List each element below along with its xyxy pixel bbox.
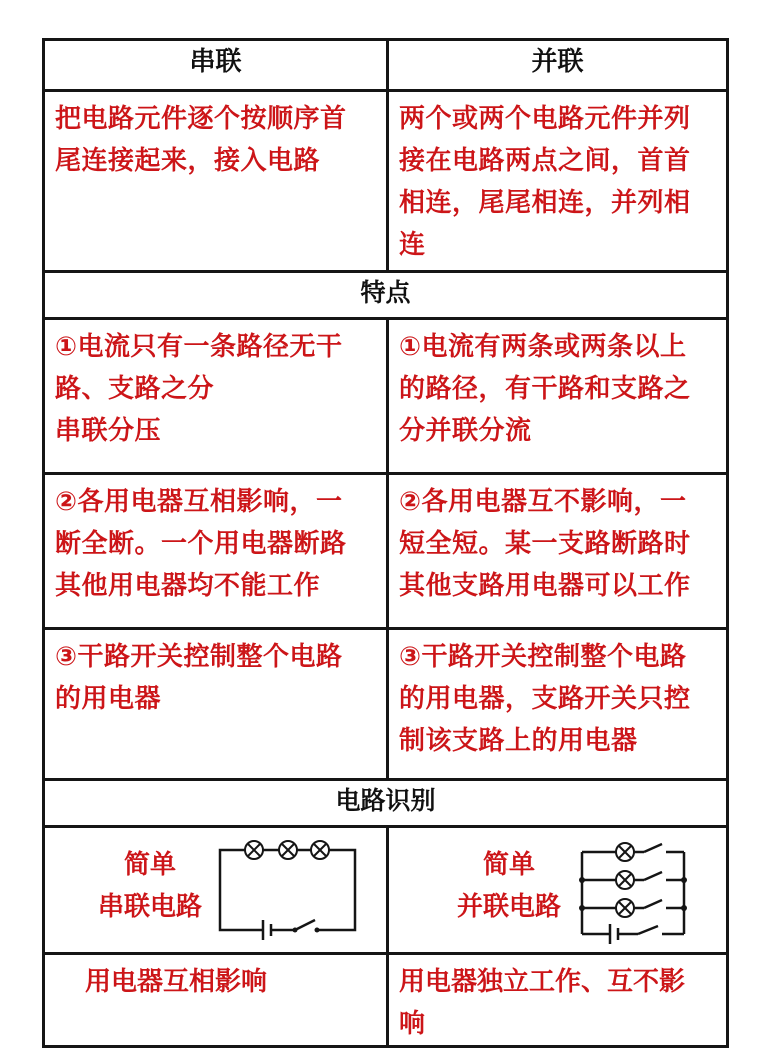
text-line: 的用电器，支路开关只控 (399, 684, 691, 714)
text-line: ②各用电器互不影响，一 (399, 487, 687, 517)
parallel-circuit-diagram (574, 832, 714, 948)
feature-3-series (45, 630, 386, 720)
feature-2-series-cell (44, 474, 388, 629)
feature-2-series (45, 475, 386, 607)
header-parallel: 并联 (388, 40, 728, 91)
feature-row-2 (44, 474, 728, 629)
identify-row (44, 827, 728, 954)
feature-2-parallel-cell (388, 474, 728, 629)
text-line: 制该支路上的用电器 (399, 726, 638, 756)
identify-title: 电路识别 (44, 780, 728, 827)
text-line: 路、支路之分 (55, 374, 215, 404)
text-line: 两个或两个电路元件并列 (399, 104, 691, 134)
text-line: 其他支路用电器可以工作 (399, 571, 691, 601)
features-title: 特点 (44, 272, 728, 319)
text-line: 并联电路 (456, 892, 561, 922)
text-line: 把电路元件逐个按顺序首 (55, 104, 347, 134)
last-series (45, 955, 386, 1003)
features-title-row (44, 272, 728, 319)
header-row (44, 40, 728, 91)
text-line: ③干路开关控制整个电路 (55, 642, 343, 672)
text-line: 连 (399, 230, 426, 260)
definition-series (45, 92, 386, 182)
text-line: ①电流只有一条路径无干 (55, 332, 343, 362)
series-circuit-diagram (215, 834, 365, 946)
text-line: 响 (399, 1009, 426, 1039)
text-line: 的用电器 (55, 684, 162, 714)
feature-1-series-cell (44, 319, 388, 474)
text-line: 断全断。一个用电器断路 (55, 529, 347, 559)
text-line: ①电流有两条或两条以上 (399, 332, 687, 362)
feature-1-parallel-cell (388, 319, 728, 474)
feature-3-parallel-cell (388, 629, 728, 780)
text-line: 简单 (123, 850, 176, 880)
definition-parallel-cell (388, 91, 728, 272)
text-line: 短全短。某一支路断路时 (399, 529, 691, 559)
feature-3-parallel (389, 630, 726, 762)
identify-parallel-cell (388, 827, 728, 954)
last-series-cell (44, 954, 388, 1047)
text-line: 串联电路 (97, 892, 202, 922)
last-parallel (389, 955, 726, 1045)
feature-row-1 (44, 319, 728, 474)
text-line: 其他用电器均不能工作 (55, 571, 321, 601)
text-line: 接在电路两点之间，首首 (399, 146, 691, 176)
text-line: 串联分压 (55, 416, 162, 446)
last-row (44, 954, 728, 1047)
definition-parallel (389, 92, 726, 266)
lamp-icon (616, 843, 634, 917)
text-line: ③干路开关控制整个电路 (399, 642, 687, 672)
text-line: ②各用电器互相影响，一 (55, 487, 343, 517)
text-line: 相连，尾尾相连，并列相 (399, 188, 691, 218)
identify-series-cell (44, 827, 388, 954)
text-line: 的路径，有干路和支路之 (399, 374, 691, 404)
comparison-table (42, 38, 729, 1048)
text-line: 分并联分流 (399, 416, 532, 446)
feature-1-series (45, 320, 386, 452)
text-line: 尾连接起来，接入电路 (55, 146, 321, 176)
feature-row-3 (44, 629, 728, 780)
definition-row (44, 91, 728, 272)
text-line: 用电器互相影响 (85, 967, 268, 997)
feature-2-parallel (389, 475, 726, 607)
text-line: 简单 (482, 850, 535, 880)
feature-3-series-cell (44, 629, 388, 780)
definition-series-cell (44, 91, 388, 272)
identify-title-row (44, 780, 728, 827)
lamp-icon (245, 841, 329, 859)
text-line: 用电器独立工作、互不影 (399, 967, 686, 997)
last-parallel-cell (388, 954, 728, 1047)
identify-series-label (65, 844, 235, 928)
header-series: 串联 (44, 40, 388, 91)
feature-1-parallel (389, 320, 726, 452)
